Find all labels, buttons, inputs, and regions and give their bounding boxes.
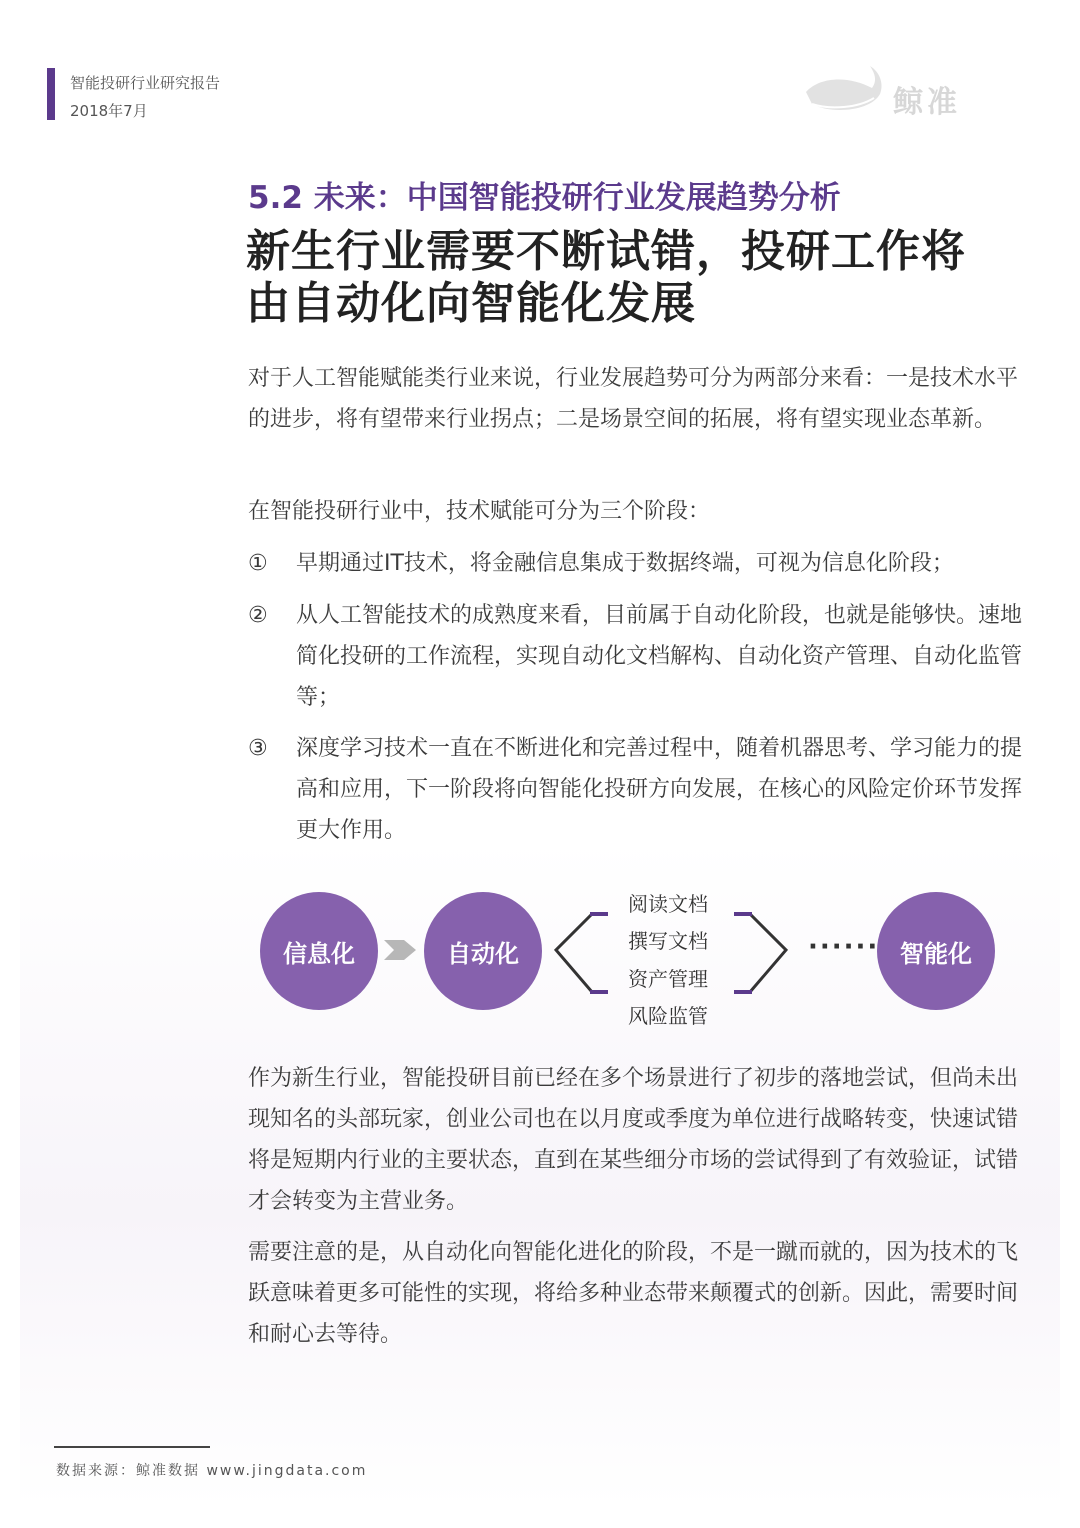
- stage-circle-automation: 自动化: [424, 892, 542, 1010]
- stage-circle-informatization: 信息化: [260, 892, 378, 1010]
- right-bracket: [734, 914, 786, 992]
- report-title: 智能投研行业研究报告: [70, 74, 221, 92]
- stage-circle-intelligence: 智能化: [877, 892, 995, 1010]
- page-title-line-1: 新生行业需要不断试错，投研工作将: [246, 226, 966, 277]
- header-accent-bar: [47, 68, 55, 120]
- ellipsis-dots: ······: [808, 932, 880, 962]
- task-item: 风险监管: [628, 1004, 708, 1028]
- page-title: [246, 226, 1036, 330]
- list-marker: ②: [248, 603, 268, 628]
- task-item: 撰写文档: [628, 929, 708, 953]
- section-title: 5.2 未来：中国智能投研行业发展趋势分析: [248, 180, 841, 216]
- stage-diagram: [0, 870, 1080, 1040]
- list-item-text: 深度学习技术一直在不断进化和完善过程中，随着机器思考、学习能力的提高和应用，下一阶段将向智能化投研方向发展，在核心的风险定价环节发挥更大作用。: [296, 736, 1023, 843]
- body-paragraph-note: 需要注意的是，从自动化向智能化进化的阶段，不是一蹴而就的，因为技术的飞跃意味着更多可能性的实现，将给多种业态带来颠覆式的创新。因此，需要时间和耐心去等待。: [248, 1240, 1019, 1347]
- body-paragraph-trial: 作为新生行业，智能投研目前已经在多个场景进行了初步的落地尝试，但尚未出现知名的头部玩家，创业公司也在以月度或季度为单位进行战略转变，快速试错将是短期内行业的主要状态，直到在某些细分市场的尝试得到了有效验证，试错才会转变为主营业务。: [248, 1066, 1019, 1214]
- list-item-text: 早期通过IT技术，将金融信息集成于数据终端，可视为信息化阶段；: [296, 551, 954, 576]
- task-item: 资产管理: [628, 967, 708, 991]
- logo-text: 鲸准: [893, 85, 961, 120]
- footer-source: 数据来源：鲸准数据 www.jingdata.com: [56, 1463, 368, 1479]
- chevron-right-icon: [384, 940, 416, 960]
- stages-intro-paragraph: 在智能投研行业中，技术赋能可分为三个阶段：: [248, 499, 711, 524]
- task-item: 阅读文档: [628, 892, 708, 916]
- list-item-text: 从人工智能技术的成熟度来看，目前属于自动化阶段，也就是能够快。速地简化投研的工作流程，实现自动化文档解构、自动化资产管理、自动化监管等；: [296, 603, 1023, 710]
- list-marker: ③: [248, 736, 268, 761]
- page-title-line-2: 由自动化向智能化发展: [246, 278, 696, 329]
- footer-divider: [54, 1446, 210, 1448]
- left-bracket: [556, 914, 608, 992]
- report-date: 2018年7月: [70, 102, 148, 120]
- list-marker: ①: [248, 551, 268, 576]
- intro-paragraph: 对于人工智能赋能类行业来说，行业发展趋势可分为两部分来看：一是技术水平的进步，将有望带来行业拐点；二是场景空间的拓展，将有望实现业态革新。: [248, 366, 1019, 432]
